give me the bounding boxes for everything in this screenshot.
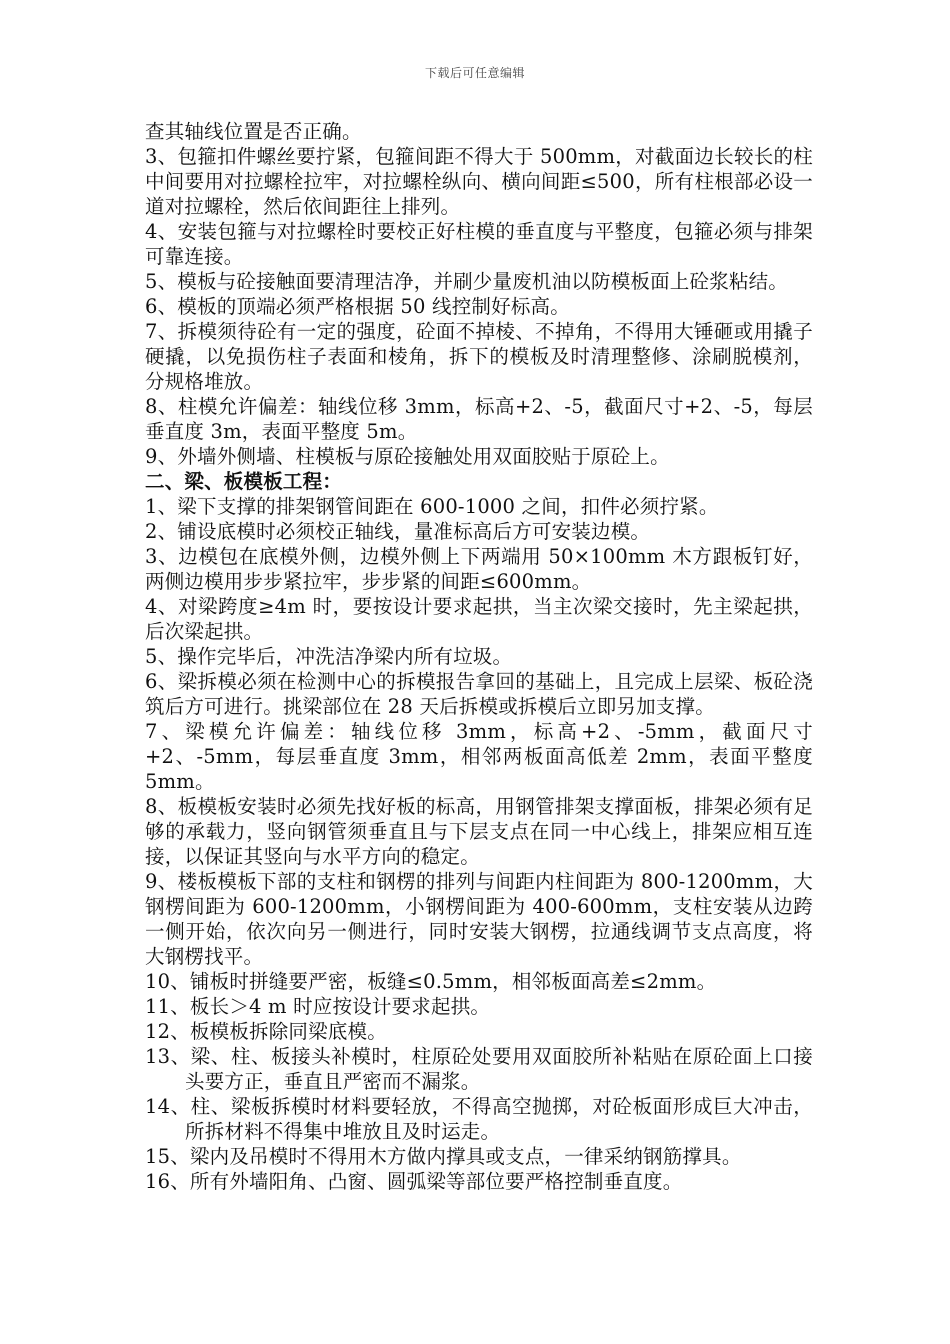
- beam-item-2: 2、铺设底模时必须校正轴线，量准标高后方可安装边模。: [145, 520, 651, 543]
- paragraph-continuation: 查其轴线位置是否正确。: [145, 120, 362, 143]
- section-heading: 二、梁、板模板工程：: [145, 470, 343, 493]
- paragraph-item-6: 6、模板的顶端必须严格根据 50 线控制好标高。: [145, 295, 570, 318]
- page-header: 下载后可任意编辑: [424, 66, 525, 80]
- beam-item-13: 13、梁、柱、板接头补模时，柱原砼处要用双面胶所补粘贴在原砼面上口接头要方正，垂直且严密而不漏浆。: [145, 1045, 813, 1093]
- beam-item-14: 14、柱、梁板拆模时材料要轻放，不得高空抛掷，对砼板面形成巨大冲击，所拆材料不得集中堆放且及时运走。: [145, 1095, 813, 1143]
- beam-item-16: 16、所有外墙阳角、凸窗、圆弧梁等部位要严格控制垂直度。: [145, 1170, 683, 1193]
- beam-item-1: 1、梁下支撑的排架钢管间距在 600-1000 之间，扣件必须拧紧。: [145, 495, 719, 518]
- beam-item-5: 5、操作完毕后，冲洗洁净梁内所有垃圾。: [145, 645, 513, 668]
- beam-item-11: 11、板长＞4 m 时应按设计要求起拱。: [145, 995, 491, 1018]
- beam-item-3: 3、边模包在底模外侧，边模外侧上下两端用 50×100mm 木方跟板钉好，两侧边模用步步紧拉牢，步步紧的间距≤600mm。: [145, 545, 813, 593]
- paragraph-item-5: 5、模板与砼接触面要清理洁净，并刷少量废机油以防模板面上砼浆粘结。: [145, 270, 789, 293]
- paragraph-item-9: 9、外墙外侧墙、柱模板与原砼接触处用双面胶贴于原砼上。: [145, 445, 670, 468]
- paragraph-item-8: 8、柱模允许偏差：轴线位移 3mm，标高+2、-5，截面尺寸+2、-5，每层垂直度 3m，表面平整度 5m。: [145, 395, 813, 443]
- beam-item-7: 7、梁模允许偏差：轴线位移 3mm，标高+2、-5mm，截面尺寸+2、-5mm，每层垂直度 3mm，相邻两板面高低差 2mm，表面平整度 5mm。: [145, 720, 813, 793]
- beam-item-15: 15、梁内及吊模时不得用木方做内撑具或支点，一律采纳钢筋撑具。: [145, 1145, 742, 1168]
- beam-item-6: 6、梁拆模必须在检测中心的拆模报告拿回的基础上，且完成上层梁、板砼浇筑后方可进行。挑梁部位在 28 天后拆模或拆模后立即另加支撑。: [145, 670, 813, 718]
- paragraph-item-4: 4、安装包箍与对拉螺栓时要校正好柱模的垂直度与平整度，包箍必须与排架可靠连接。: [145, 220, 813, 268]
- beam-item-8: 8、板模板安装时必须先找好板的标高，用钢管排架支撑面板，排架必须有足够的承载力，竖向钢管须垂直且与下层支点在同一中心线上，排架应相互连接，以保证其竖向与水平方向的稳定。: [145, 795, 813, 868]
- beam-item-10: 10、铺板时拼缝要严密，板缝≤0.5mm，相邻板面高差≤2mm。: [145, 970, 717, 993]
- document-body: [145, 119, 813, 1194]
- beam-item-12: 12、板模板拆除同梁底模。: [145, 1020, 387, 1043]
- beam-item-4: 4、对梁跨度≥4m 时，要按设计要求起拱，当主次梁交接时，先主梁起拱，后次梁起拱。: [145, 595, 813, 643]
- paragraph-item-7: 7、拆模须待砼有一定的强度，砼面不掉棱、不掉角，不得用大锤砸或用撬子硬撬，以免损伤柱子表面和棱角，拆下的模板及时清理整修、涂刷脱模剂，分规格堆放。: [145, 320, 813, 393]
- beam-item-9: 9、楼板模板下部的支柱和钢楞的排列与间距内柱间距为 800-1200mm，大钢楞间距为 600-1200mm，小钢楞间距为 400-600mm，支柱安装从边跨一侧开始，依次向另一侧进行，同时安装大钢楞，拉通线调节支点高度，将大钢楞找平。: [145, 870, 813, 968]
- paragraph-item-3: 3、包箍扣件螺丝要拧紧，包箍间距不得大于 500mm，对截面边长较长的柱中间要用对拉螺栓拉牢，对拉螺栓纵向、横向间距≤500，所有柱根部必设一道对拉螺栓，然后依间距往上排列。: [145, 145, 813, 218]
